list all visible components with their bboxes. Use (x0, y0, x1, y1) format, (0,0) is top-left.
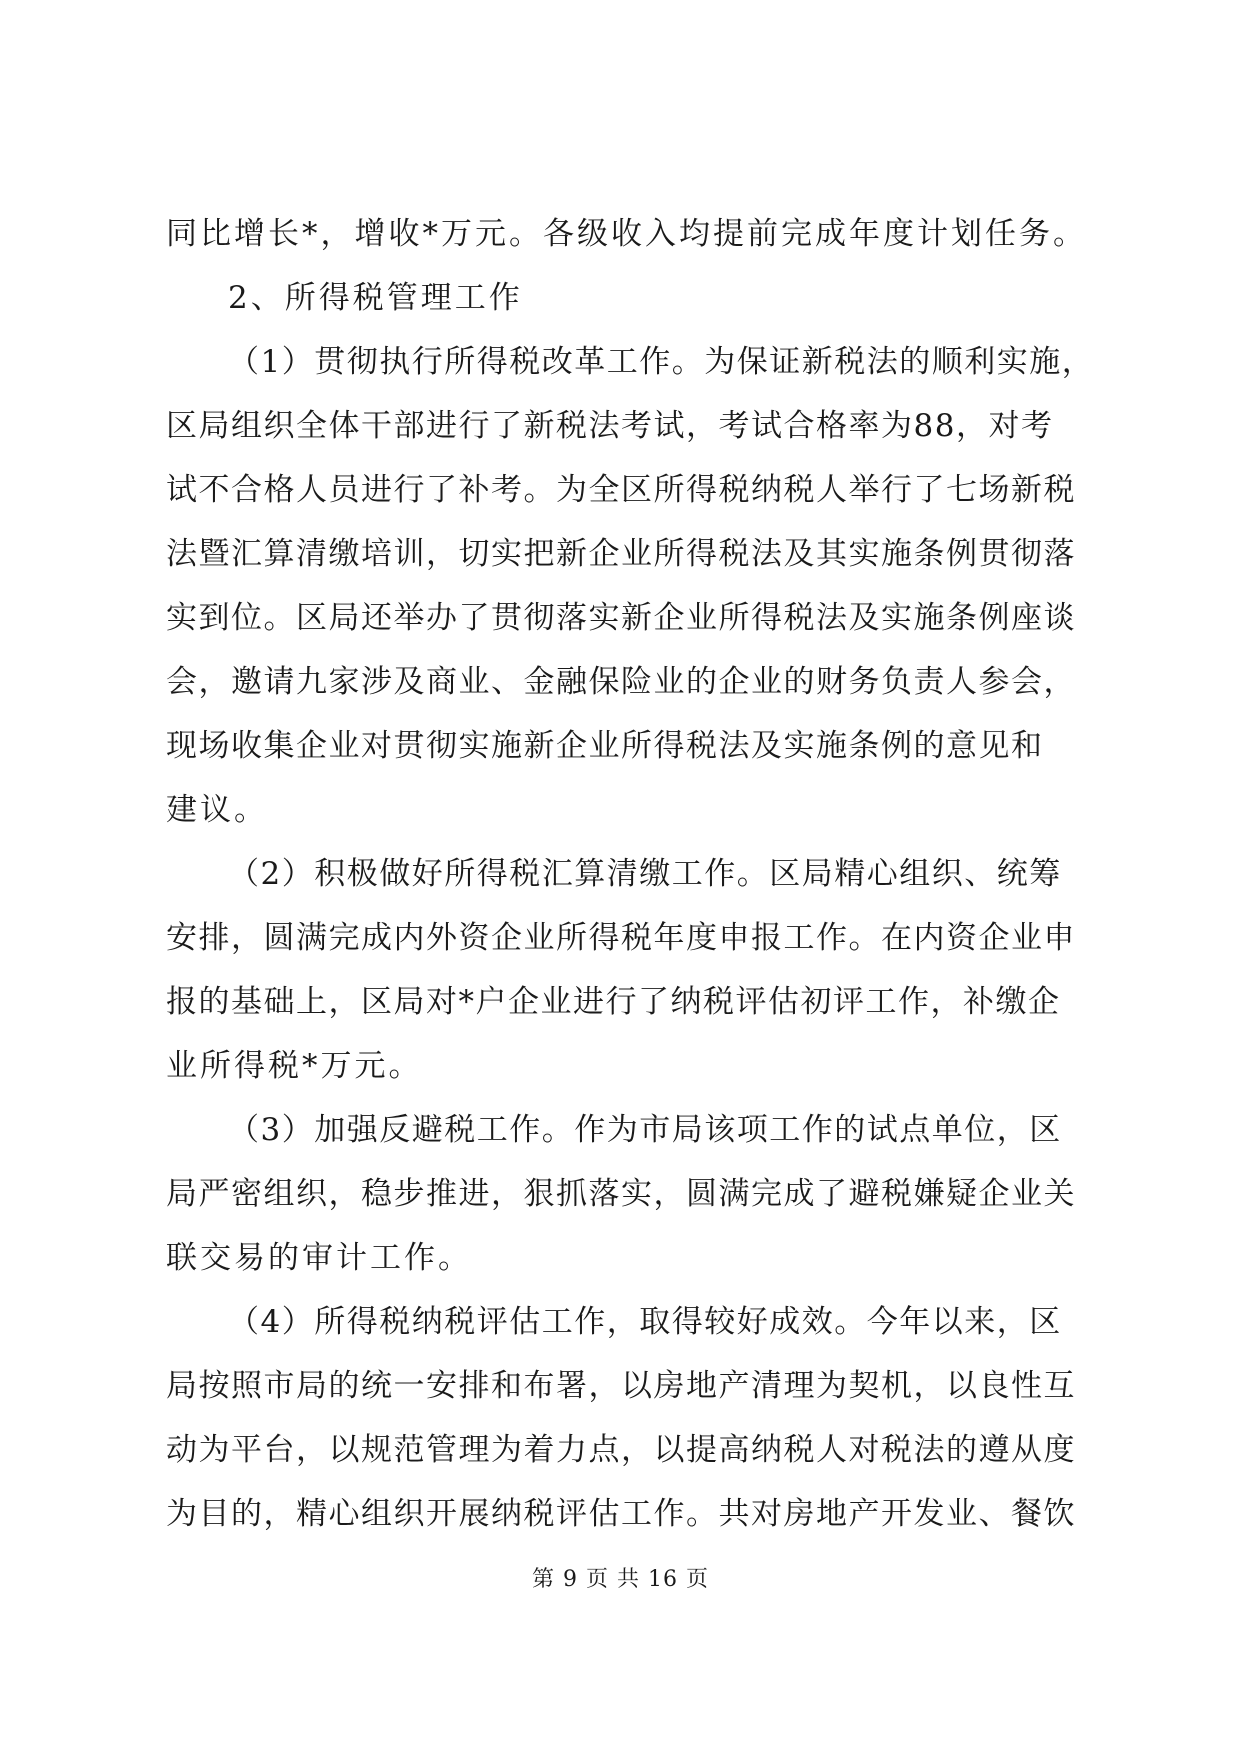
text-line: 同比增长*，增收*万元。各级收入均提前完成年度计划任务。 (166, 216, 1087, 252)
paragraph-line: 试不合格人员进行了补考。为全区所得税纳税人举行了七场新税 (166, 472, 1076, 508)
paragraph-line: 业所得税*万元。 (166, 1048, 423, 1084)
paragraph-line: 联交易的审计工作。 (166, 1240, 472, 1276)
paragraph-line: 局按照市局的统一安排和布署，以房地产清理为契机，以良性互 (166, 1368, 1076, 1404)
paragraph-line: 实到位。区局还举办了贯彻落实新企业所得税法及实施条例座谈 (166, 600, 1076, 636)
paragraph-line: 法暨汇算清缴培训，切实把新企业所得税法及其实施条例贯彻落 (166, 536, 1076, 572)
paragraph-line: （1）贯彻执行所得税改革工作。为保证新税法的顺利实施， (228, 344, 1095, 380)
paragraph-line: 会，邀请九家涉及商业、金融保险业的企业的财务负责人参会， (166, 664, 1076, 700)
paragraph-line: （2）积极做好所得税汇算清缴工作。区局精心组织、统筹 (228, 856, 1062, 892)
paragraph-line: 动为平台，以规范管理为着力点，以提高纳税人对税法的遵从度 (166, 1432, 1076, 1468)
document-body (166, 202, 1095, 1546)
paragraph-line: 现场收集企业对贯彻实施新企业所得税法及实施条例的意见和 (166, 728, 1044, 764)
page-number-footer: 第 9 页 共 16 页 (532, 1567, 709, 1592)
paragraph-line: 建议。 (166, 792, 268, 828)
paragraph-line: （3）加强反避税工作。作为市局该项工作的试点单位，区 (228, 1112, 1062, 1148)
paragraph-line: 报的基础上，区局对*户企业进行了纳税评估初评工作，补缴企 (166, 984, 1061, 1020)
section-heading: 2、所得税管理工作 (228, 280, 523, 316)
paragraph-line: 局严密组织，稳步推进，狠抓落实，圆满完成了避税嫌疑企业关 (166, 1176, 1076, 1212)
paragraph-line: 安排，圆满完成内外资企业所得税年度申报工作。在内资企业申 (166, 920, 1076, 956)
paragraph-line: 为目的，精心组织开展纳税评估工作。共对房地产开发业、餐饮 (166, 1496, 1076, 1532)
paragraph-line: （4）所得税纳税评估工作，取得较好成效。今年以来，区 (228, 1304, 1062, 1340)
paragraph-line: 区局组织全体干部进行了新税法考试，考试合格率为88，对考 (166, 408, 1054, 444)
